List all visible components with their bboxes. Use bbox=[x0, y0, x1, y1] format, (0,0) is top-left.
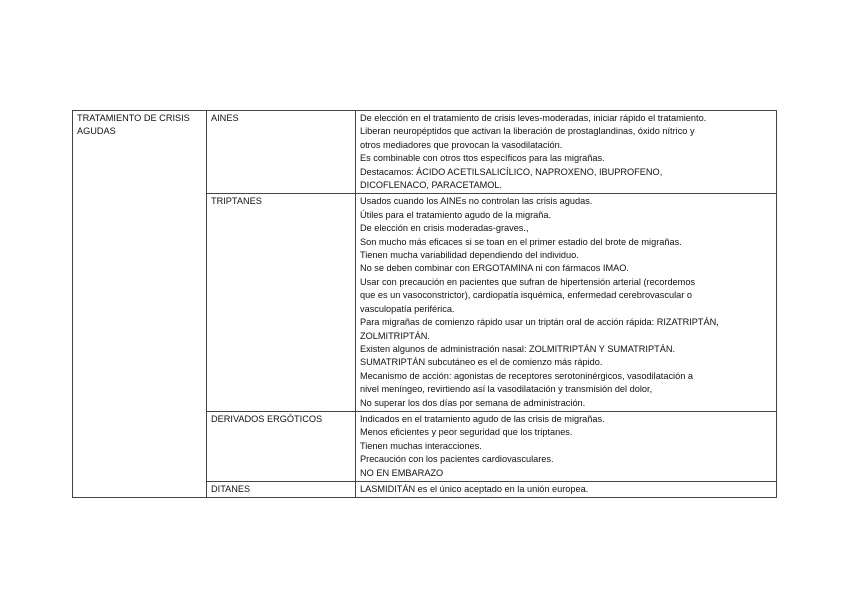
description-line: Útiles para el tratamiento agudo de la migraña. bbox=[360, 209, 552, 220]
drug-name: TRIPTANES bbox=[211, 196, 262, 207]
description-line: que es un vasoconstrictor), cardiopatía isquémica, enfermedad cerebrovascular o bbox=[360, 290, 692, 301]
drug-name-cell bbox=[207, 411, 356, 481]
drug-name-cell bbox=[207, 111, 356, 194]
description-line: Mecanismo de acción: agonistas de receptores serotoninérgicos, vasodilatación a bbox=[360, 370, 693, 381]
description-line: otros mediadores que provocan la vasodilatación. bbox=[360, 139, 563, 150]
description-line: vasculopatía periférica. bbox=[360, 303, 455, 314]
table-body bbox=[73, 111, 777, 498]
drug-name-cell bbox=[207, 194, 356, 412]
description-line: Existen algunos de administración nasal: ZOLMITRIPTÁN Y SUMATRIPTÁN. bbox=[360, 343, 676, 354]
description-cell bbox=[356, 411, 777, 481]
description-line: SUMATRIPTÁN subcutáneo es el de comienzo más rápido. bbox=[360, 357, 603, 368]
description-line: LASMIDITÁN es el único aceptado en la unión europea. bbox=[360, 483, 589, 494]
description-line: Liberan neuropéptidos que activan la liberación de prostaglandinas, óxido nítrico y bbox=[360, 126, 695, 137]
description-line: nivel meníngeo, revirtiendo así la vasodilatación y transmisión del dolor, bbox=[360, 384, 653, 395]
treatment-table bbox=[72, 110, 777, 498]
description-line: Tienen muchas interacciones. bbox=[360, 440, 482, 451]
description-line: No superar los dos días por semana de administración. bbox=[360, 397, 586, 408]
description-line: De elección en crisis moderadas-graves., bbox=[360, 223, 529, 234]
description-line: Usados cuando los AINEs no controlan las crisis agudas. bbox=[360, 196, 593, 207]
description-line: Son mucho más eficaces si se toan en el primer estadio del brote de migrañas. bbox=[360, 236, 682, 247]
description-line: NO EN EMBARAZO bbox=[360, 467, 444, 478]
drug-name: AINES bbox=[211, 113, 239, 123]
description-line: No se deben combinar con ERGOTAMINA ni con fármacos IMAO. bbox=[360, 263, 629, 274]
description-line: De elección en el tratamiento de crisis leves-moderadas, iniciar rápido el tratamiento. bbox=[360, 113, 707, 123]
description-cell bbox=[356, 194, 777, 412]
description-line: Es combinable con otros ttos específicos para las migrañas. bbox=[360, 153, 605, 164]
description-cell bbox=[356, 111, 777, 194]
category-cell bbox=[73, 111, 207, 498]
description-line: Indicados en el tratamiento agudo de las crisis de migrañas. bbox=[360, 413, 605, 424]
description-line: Tienen mucha variabilidad dependiendo del individuo. bbox=[360, 250, 579, 261]
description-line: Destacamos: ÁCIDO ACETILSALICÍLICO, NAPROXENO, IBUPROFENO, bbox=[360, 166, 663, 177]
description-line: Precaución con los pacientes cardiovasculares. bbox=[360, 454, 554, 465]
drug-name: DITANES bbox=[211, 483, 251, 494]
description-line: Usar con precaución en pacientes que sufran de hipertensión arterial (recordemos bbox=[360, 276, 696, 287]
drug-name: DERIVADOS ERGÓTICOS bbox=[211, 413, 323, 424]
category-label: TRATAMIENTO DE CRISIS AGUDAS bbox=[77, 113, 190, 137]
table-row-aines bbox=[73, 111, 777, 194]
drug-name-cell bbox=[207, 481, 356, 497]
description-line: ZOLMITRIPTÁN. bbox=[360, 330, 430, 341]
description-line: Menos eficientes y peor seguridad que los triptanes. bbox=[360, 427, 573, 438]
description-cell bbox=[356, 481, 777, 497]
description-line: Para migrañas de comienzo rápido usar un triptán oral de acción rápida: RIZATRIPTÁN, bbox=[360, 317, 719, 328]
description-line: DICOFLENACO, PARACETAMOL. bbox=[360, 180, 503, 191]
